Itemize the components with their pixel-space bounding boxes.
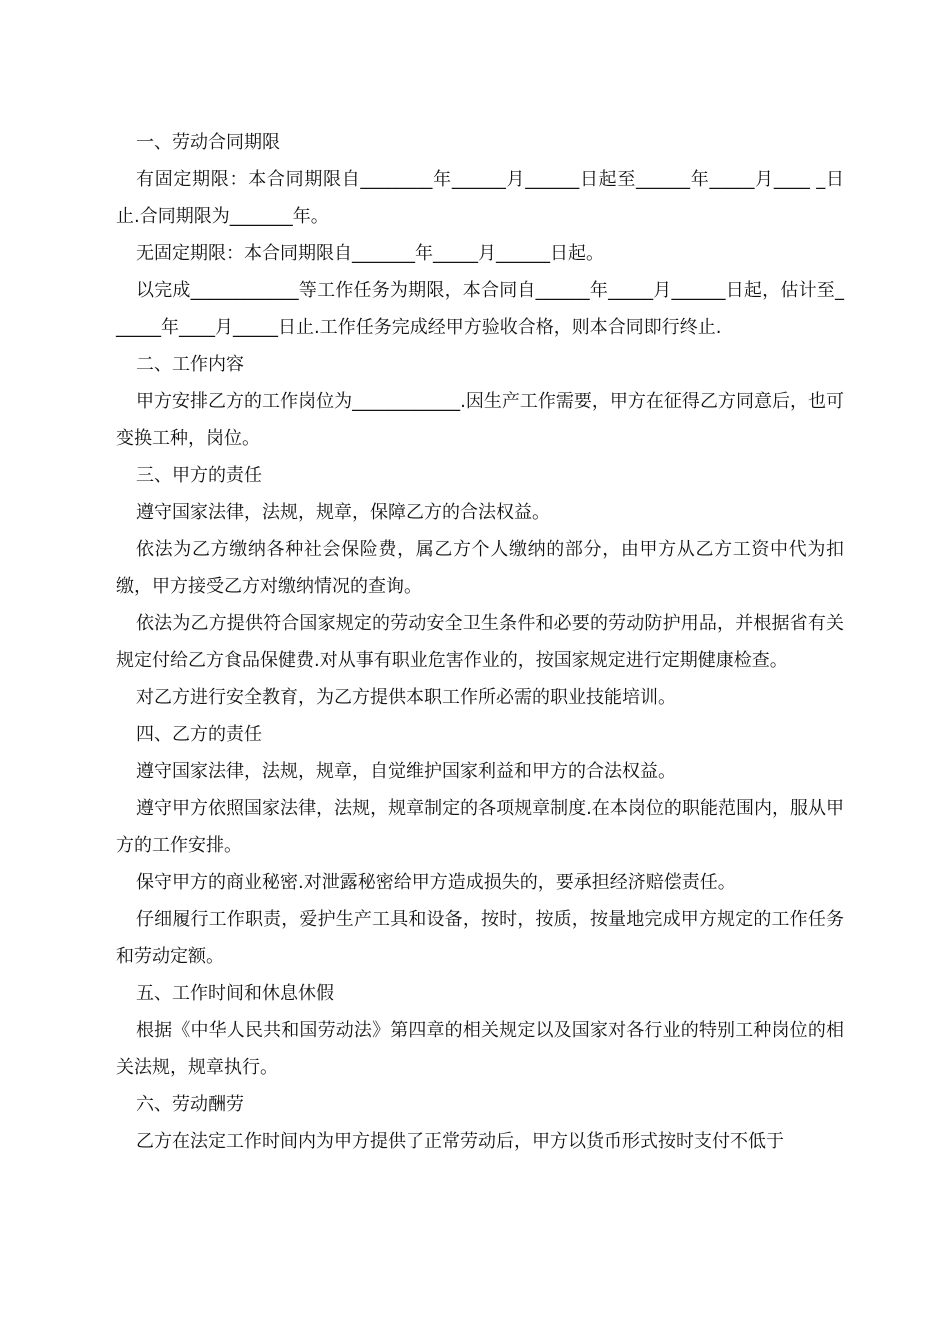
section-heading-contract-term: 一、劳动合同期限: [136, 132, 280, 153]
paragraph-party-b-duty-3: 保守甲方的商业秘密.对泄露秘密给甲方造成损失的，要承担经济赔偿责任。: [136, 872, 736, 893]
paragraph-remuneration: 乙方在法定工作时间内为甲方提供了正常劳动后，甲方以货币形式按时支付不低于: [136, 1131, 784, 1152]
section-heading-party-b-duties: 四、乙方的责任: [136, 724, 262, 745]
paragraph-party-a-duty-2: 依法为乙方缴纳各种社会保险费，属乙方个人缴纳的部分，由甲方从乙方工资中代为扣缴，甲方接受乙方对缴纳情况的查询。: [116, 539, 844, 597]
section-heading-work-content: 二、工作内容: [136, 354, 244, 375]
paragraph-fixed-term: 有固定期限：本合同期限自________年______月______日起至______年_____月____ _日止.合同期限为_______年。: [116, 169, 844, 227]
paragraph-open-term: 无固定期限：本合同期限自_______年_____月______日起。: [136, 243, 604, 264]
paragraph-party-a-duty-4: 对乙方进行安全教育，为乙方提供本职工作所必需的职业技能培训。: [136, 687, 676, 708]
section-heading-remuneration: 六、劳动酬劳: [136, 1094, 244, 1115]
paragraph-party-b-duty-4: 仔细履行工作职责，爱护生产工具和设备，按时，按质，按量地完成甲方规定的工作任务和劳动定额。: [116, 909, 844, 967]
paragraph-working-hours: 根据《中华人民共和国劳动法》第四章的相关规定以及国家对各行业的特别工种岗位的相关法规，规章执行。: [116, 1020, 844, 1078]
section-heading-party-a-duties: 三、甲方的责任: [136, 465, 262, 486]
document-body: [116, 124, 844, 1160]
paragraph-party-b-duty-1: 遵守国家法律，法规，规章，自觉维护国家利益和甲方的合法权益。: [136, 761, 676, 782]
paragraph-job-position: 甲方安排乙方的工作岗位为____________.因生产工作需要，甲方在征得乙方同意后，也可变换工种，岗位。: [116, 391, 844, 449]
section-heading-working-hours: 五、工作时间和休息休假: [136, 983, 334, 1004]
paragraph-party-a-duty-3: 依法为乙方提供符合国家规定的劳动安全卫生条件和必要的劳动防护用品，并根据省有关规定付给乙方食品保健费.对从事有职业危害作业的，按国家规定进行定期健康检查。: [116, 613, 844, 671]
paragraph-task-term: 以完成____________等工作任务为期限，本合同自______年_____月______日起，估计至______年____月_____日止.工作任务完成经甲方验收合格，则本合同即行终止.: [116, 280, 844, 338]
paragraph-party-a-duty-1: 遵守国家法律，法规，规章，保障乙方的合法权益。: [136, 502, 550, 523]
paragraph-party-b-duty-2: 遵守甲方依照国家法律，法规，规章制定的各项规章制度.在本岗位的职能范围内，服从甲方的工作安排。: [116, 798, 844, 856]
